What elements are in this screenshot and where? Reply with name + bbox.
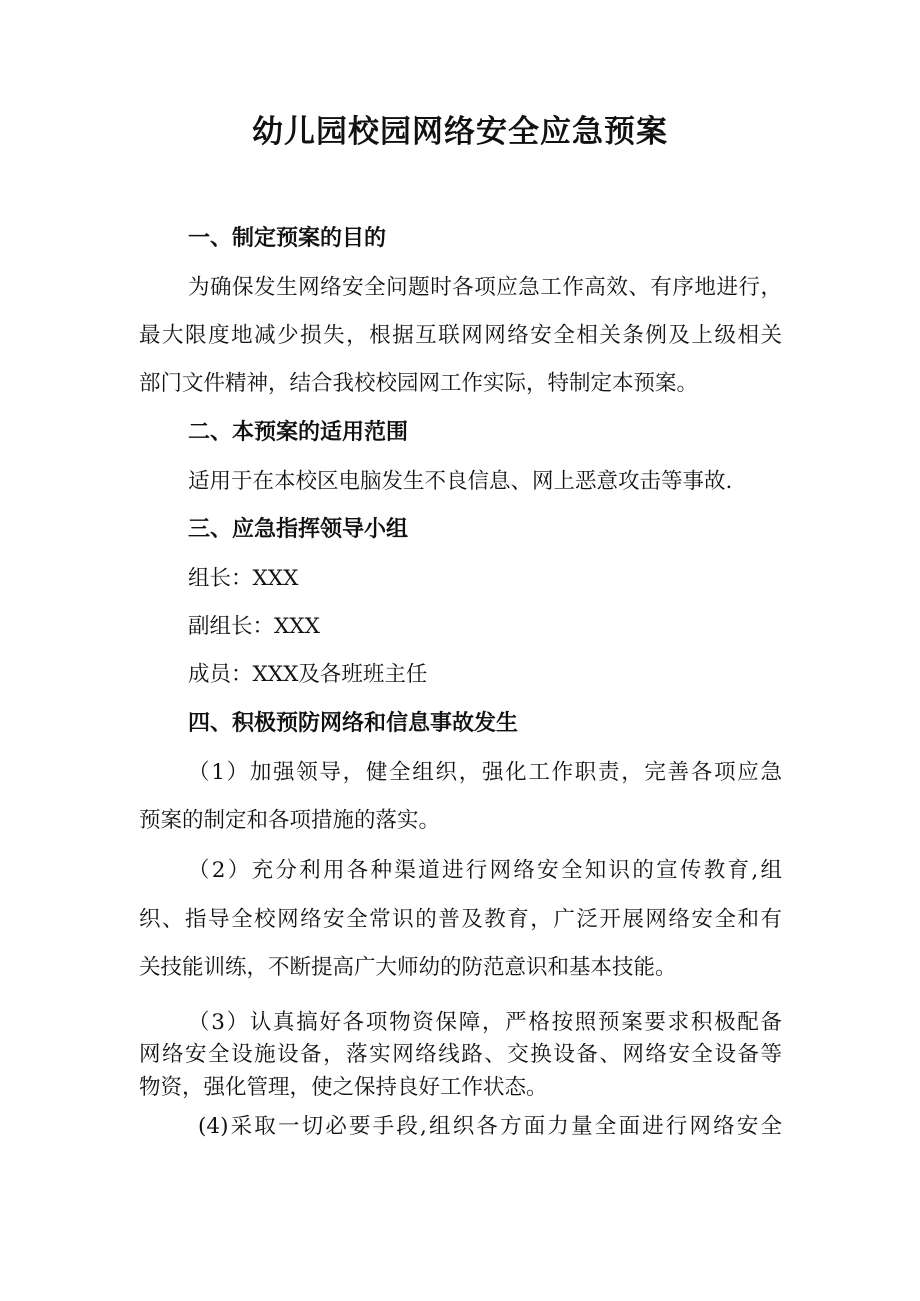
section-heading-prevention: 四、积极预防网络和信息事故发生 xyxy=(188,711,519,736)
paragraph-line: 关技能训练，不断提高广大师幼的防范意识和基本技能。 xyxy=(139,955,677,980)
section-heading-leadership: 三、应急指挥领导小组 xyxy=(188,517,409,542)
section-heading-purpose: 一、制定预案的目的 xyxy=(188,226,387,251)
paragraph-line: 网络安全设施设备，落实网络线路、交换设备、网络安全设备等 xyxy=(139,1042,782,1067)
paragraph-line: 预案的制定和各项措施的落实。 xyxy=(139,808,441,833)
paragraph-line: （3）认真搞好各项物资保障，严格按照预案要求积极配备 xyxy=(188,1010,782,1035)
section-heading-scope: 二、本预案的适用范围 xyxy=(188,420,409,445)
paragraph-line: 织、指导全校网络安全常识的普及教育，广泛开展网络安全和有 xyxy=(139,907,782,932)
group-leader: 组长：XXX xyxy=(188,566,299,591)
paragraph-line: 适用于在本校区电脑发生不良信息、网上恶意攻击等事故. xyxy=(188,469,733,494)
document-title: 幼儿园校园网络安全应急预案 xyxy=(252,114,668,150)
paragraph-line: （2）充分利用各种渠道进行网络安全知识的宣传教育,组 xyxy=(188,858,782,883)
paragraph-line: 为确保发生网络安全问题时各项应急工作高效、有序地进行， xyxy=(188,275,782,300)
paragraph-line: （1）加强领导，健全组织，强化工作职责，完善各项应急 xyxy=(188,760,782,785)
group-members: 成员：XXX及各班班主任 xyxy=(188,662,428,687)
group-deputy: 副组长：XXX xyxy=(188,614,320,639)
paragraph-line: 最大限度地减少损失，根据互联网网络安全相关条例及上级相关 xyxy=(139,323,782,348)
paragraph-line: 物资，强化管理，使之保持良好工作状态。 xyxy=(139,1075,548,1100)
paragraph-line: (4)采取一切必要手段,组织各方面力量全面进行网络安全 xyxy=(198,1114,782,1139)
paragraph-line: 部门文件精神，结合我校校园网工作实际，特制定本预案。 xyxy=(139,371,699,396)
